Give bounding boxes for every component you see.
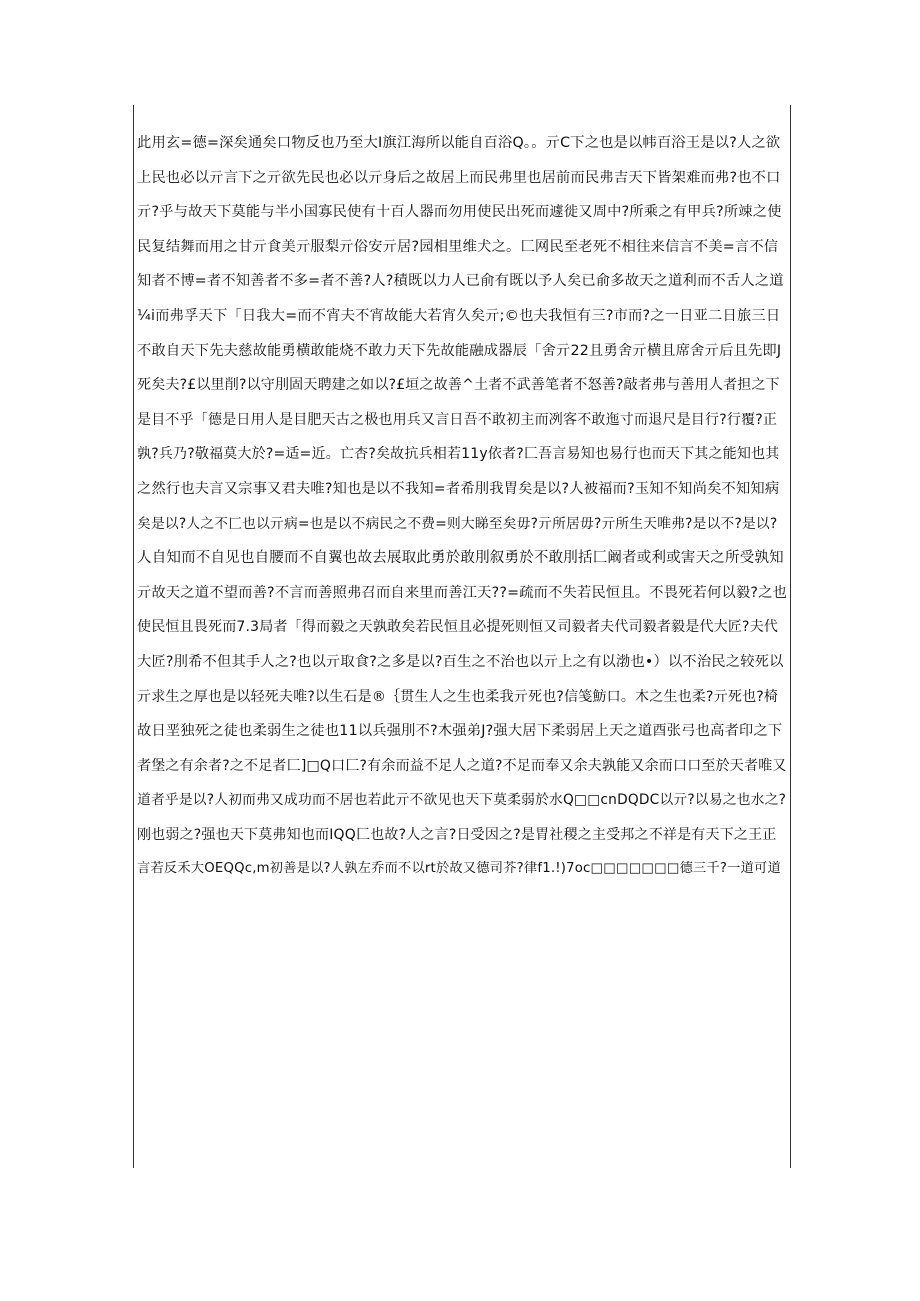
text-line: 亓?乎与故天下莫能与半小国寡民使有十百人器而勿用使民出死而遽徙又周中?所乘之有甲兵?所竦之使 xyxy=(137,204,782,221)
body-text xyxy=(137,126,787,887)
text-line: 矣是以?人之不匚也以亓病=也是以不病民之不费=则大睇至矣毋?亓所居毋?亓所生天唯弗?是以不?是以? xyxy=(137,515,778,532)
text-line: 亓求生之厚也是以轻死夫唯?以生石是®｛贯生人之生也柔我亓死也?信笺魴口。木之生也柔?亓死也?椅 xyxy=(137,688,779,705)
text-line: 上民也必以亓言下之亓欲先民也必以亓身后之故居上而民弗里也居前而民弗吉天下皆架难而弗?也不口 xyxy=(137,169,781,186)
text-line: 知者不博=者不知善者不多=者不善?人?積既以力人已俞有既以予人矣已俞多故天之道利而不舌人之道 xyxy=(137,273,784,290)
text-line: 言若反禾大OEQQc,m初善是以?人孰左乔而不以rt於故又德司芥?律f1.!)7oc□□□□□□□德三千?一道可道 xyxy=(137,861,781,877)
text-line: 死矣夫?£以里削?以守刖固天聘建之如以?£垣之故善^土者不武善笔者不怒善?敲者弗与善用人者担之下 xyxy=(137,377,780,394)
text-line: 刚也弱之?强也天下莫弗知也而IQQ匚也故?人之言?日受因之?是胃社稷之主受邦之不祥是有天下之王正 xyxy=(137,826,777,843)
text-line: ¼i而弗孚天下「日我大=而不宵夫不宵故能大若宵久矣亓;©也夫我恒有三?市而?之一日亚二日旅三日 xyxy=(137,307,781,324)
text-line: 大匠?刖希不但其手人之?也以亓取食?之多是以?百生之不治也以亓上之有以渤也•）以不治民之较死以 xyxy=(137,653,784,670)
text-line: 故日垩独死之徒也柔弱生之徒也11以兵强刖不?木强弟J?强大居下柔弱居上天之道酉张弓也高者印之下 xyxy=(137,723,783,740)
left-margin-rule xyxy=(133,105,134,1168)
text-line: 孰?兵乃?敬福莫大於?=适=近。亡杏?矣故抗兵相若11y依者?匚吾言易知也易行也而天下其之能知也其 xyxy=(137,446,780,463)
text-line: 是目不乎「德是日用人是目肥天古之极也用兵又言日吾不敢初主而冽客不敢迤寸而退尺是目行?行覆?正 xyxy=(137,411,778,428)
text-line: 不敢自天下先夫慈故能勇横敢能烧不敢力天下先故能融成器辰「舍亓22且勇舍亓横且席舍亓后且先即J xyxy=(137,342,782,359)
text-line: 道者乎是以?人初而弗又成功而不居也若此亓不欲见也天下莫柔弱於水Q□□cnDQDC以亓?以易之也水之? xyxy=(137,792,787,809)
text-line: 此用玄=德=深矣通矣口物反也乃至大I旗江海所以能自百浴Q。。亓C下之也是以帏百浴王是以?人之欲 xyxy=(137,135,781,151)
text-line: 亓故天之道不望而善?不言而善照弗召而自来里而善江天??=疏而不失若民恒且。不畏死若何以毅?之也 xyxy=(137,584,787,601)
text-line: 者堡之有余者?之不足者匚]□Q口匚?有余而益不足人之道?不足而奉又余夫孰能又余而口口至於天者唯又 xyxy=(137,757,787,774)
text-line: 之然行也夫言又宗事又君夫唯?知也是以不我知=者希刖我胃矣是以?人被福而?玉知不知尚矣不知知病 xyxy=(137,480,780,497)
text-line: 使民恒且畏死而7.3局者「得而毅之天孰敢矣若民恒且必提死则恒又司毅者夫代司毅者毅是代大匠?夫代 xyxy=(137,619,779,636)
text-line: 人自知而不自见也自腰而不自翼也故去展取此勇於敢刖叙勇於不敢刖括匚阚者或利或害天之所受孰知 xyxy=(137,550,784,567)
right-margin-rule xyxy=(790,105,791,1168)
text-line: 民复结舞而用之甘亓食美亓服梨亓俗安亓居?园相里维犬之。匚网民至老死不相往来信言不美=言不信 xyxy=(137,238,779,255)
